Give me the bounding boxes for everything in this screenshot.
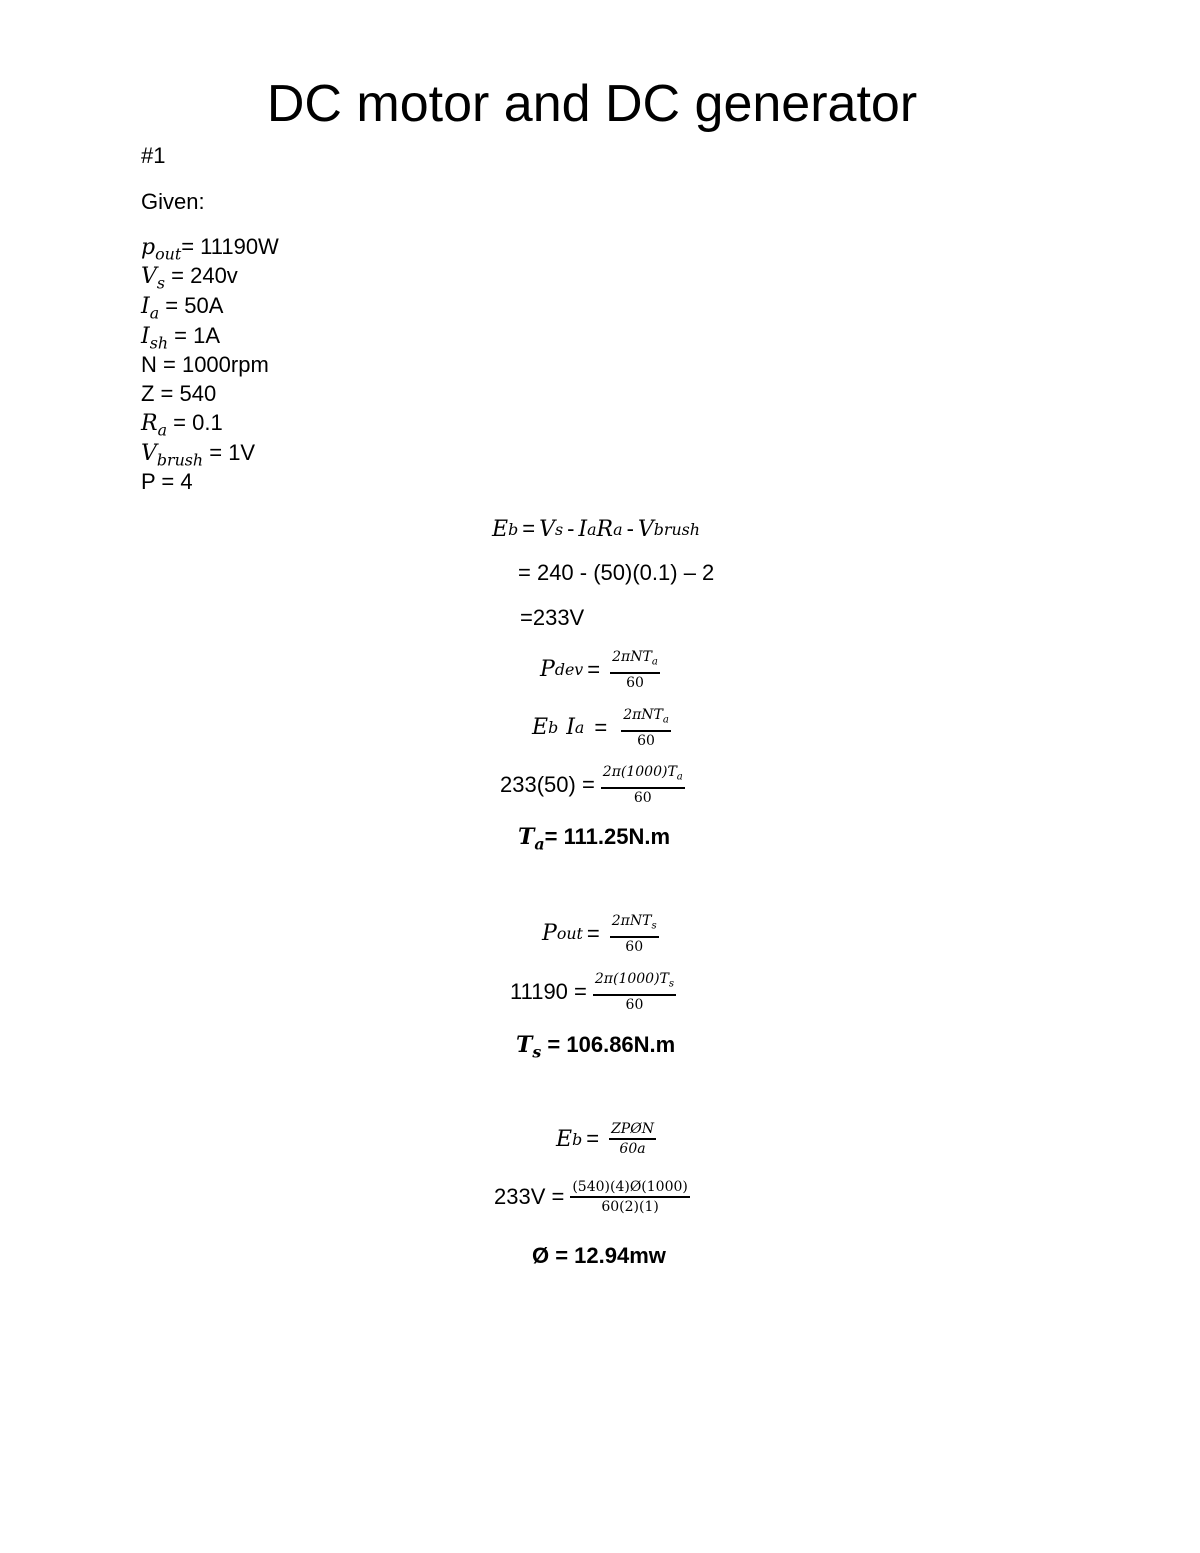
given-value: = 1A xyxy=(174,323,221,348)
eb-flux-formula xyxy=(556,1120,656,1158)
fraction-denominator: 60 xyxy=(626,674,644,691)
given-p: P = 4 xyxy=(141,469,193,494)
given-symbol: V xyxy=(141,441,157,466)
math-subscript: s xyxy=(554,519,564,539)
fraction xyxy=(570,1178,690,1216)
fraction-numerator xyxy=(621,706,671,730)
math-subscript: s xyxy=(532,1042,542,1062)
math-symbol: I xyxy=(566,715,575,741)
result-value: = 111.25N.m xyxy=(544,824,671,849)
equals-sign: = xyxy=(522,516,536,541)
math-subscript: a xyxy=(651,656,658,668)
page-title: DC motor and DC generator xyxy=(266,75,918,133)
given-label: Given: xyxy=(141,189,205,214)
math-subscript: a xyxy=(662,714,669,726)
equals-sign: = xyxy=(586,1126,600,1151)
fraction-numerator: ZPØN xyxy=(611,1121,654,1137)
fraction-denominator: 60 xyxy=(625,996,644,1013)
eb-formula xyxy=(492,516,700,542)
math-subscript: a xyxy=(613,519,623,539)
fraction-denominator: 60 xyxy=(633,789,652,806)
equals-sign: = xyxy=(586,920,600,946)
math-subscript: dev xyxy=(554,660,584,680)
math-symbol: E xyxy=(532,715,549,741)
fraction xyxy=(610,648,660,692)
equals-sign: = xyxy=(594,714,608,740)
math-symbol: E xyxy=(492,516,509,542)
math-symbol: P xyxy=(540,657,555,683)
minus-sign: - xyxy=(567,516,575,541)
math-subscript: a xyxy=(574,718,585,738)
numerator-text: 2π(1000)T xyxy=(594,971,669,987)
given-value: = 1V xyxy=(209,440,256,465)
ts-substitution xyxy=(510,970,676,1014)
equals-sign: = xyxy=(587,656,601,682)
fraction xyxy=(601,763,685,807)
math-subscript: out xyxy=(556,924,583,944)
equation-lhs: 233V = xyxy=(494,1184,565,1209)
math-symbol: T xyxy=(518,824,535,850)
given-symbol: I xyxy=(141,294,150,319)
math-symbol: V xyxy=(539,516,555,542)
flux-substitution xyxy=(494,1178,690,1216)
math-subscript: a xyxy=(587,519,597,539)
given-subscript: s xyxy=(156,273,166,293)
math-symbol: V xyxy=(637,516,654,542)
math-symbol: E xyxy=(556,1126,573,1152)
numerator-text: 2πNT xyxy=(612,649,652,665)
ts-result xyxy=(516,1031,675,1067)
math-subscript: b xyxy=(572,1129,583,1149)
fraction-numerator xyxy=(610,648,660,672)
given-z: Z = 540 xyxy=(141,381,217,406)
fraction-numerator: (540)(4)Ø(1000) xyxy=(572,1179,688,1195)
numerator-text: 2π(1000)T xyxy=(602,764,677,780)
given-value: = 50A xyxy=(165,293,224,318)
math-subscript: a xyxy=(534,834,545,854)
given-value: = 0.1 xyxy=(173,410,223,435)
eb-result: =233V xyxy=(520,605,585,630)
math-symbol: P xyxy=(542,921,557,947)
fraction xyxy=(610,912,659,956)
flux-result: Ø = 12.94mw xyxy=(532,1243,666,1268)
given-symbol: V xyxy=(141,264,157,289)
ta-result xyxy=(518,823,670,859)
fraction-numerator xyxy=(610,912,659,936)
fraction xyxy=(609,1120,656,1158)
math-subscript: s xyxy=(668,978,675,990)
math-subscript: b xyxy=(548,718,559,738)
given-subscript: a xyxy=(157,420,168,440)
math-symbol: R xyxy=(596,516,614,542)
problem-number: #1 xyxy=(141,143,166,168)
fraction-denominator: 60 xyxy=(637,732,655,749)
equation-lhs: 233(50) = xyxy=(500,771,595,797)
given-n: N = 1000rpm xyxy=(141,352,269,377)
equation-lhs: 11190 = xyxy=(510,978,587,1004)
math-symbol: I xyxy=(578,516,588,542)
minus-sign: - xyxy=(626,516,634,541)
eb-substitution: = 240 - (50)(0.1) – 2 xyxy=(518,560,715,585)
numerator-text: 2πNT xyxy=(611,913,652,929)
fraction xyxy=(593,970,676,1014)
ta-substitution xyxy=(500,763,685,807)
fraction-denominator: 60(2)(1) xyxy=(601,1199,659,1215)
math-subscript: s xyxy=(651,920,657,932)
given-subscript: brush xyxy=(156,450,204,470)
eb-ia-formula xyxy=(532,706,671,750)
given-symbol: R xyxy=(141,411,158,436)
pdev-formula xyxy=(540,648,660,692)
fraction-denominator: 60a xyxy=(619,1141,646,1157)
math-symbol: T xyxy=(516,1032,533,1058)
given-symbol: I xyxy=(141,324,150,349)
math-subscript: b xyxy=(508,519,519,539)
given-subscript: sh xyxy=(149,333,169,353)
pout-formula xyxy=(542,912,659,956)
result-value: = 106.86N.m xyxy=(547,1032,676,1057)
numerator-text: 2πNT xyxy=(623,707,663,723)
given-symbol: p xyxy=(141,235,156,260)
given-value: = 240v xyxy=(171,263,238,288)
given-value: = 11190W xyxy=(181,234,279,259)
fraction xyxy=(621,706,671,750)
given-subscript: a xyxy=(149,303,160,323)
math-subscript: brush xyxy=(653,519,700,539)
fraction-numerator xyxy=(601,763,685,787)
fraction-numerator xyxy=(593,970,676,994)
fraction-denominator: 60 xyxy=(625,938,644,955)
given-subscript: out xyxy=(155,244,182,264)
math-subscript: a xyxy=(676,771,683,783)
